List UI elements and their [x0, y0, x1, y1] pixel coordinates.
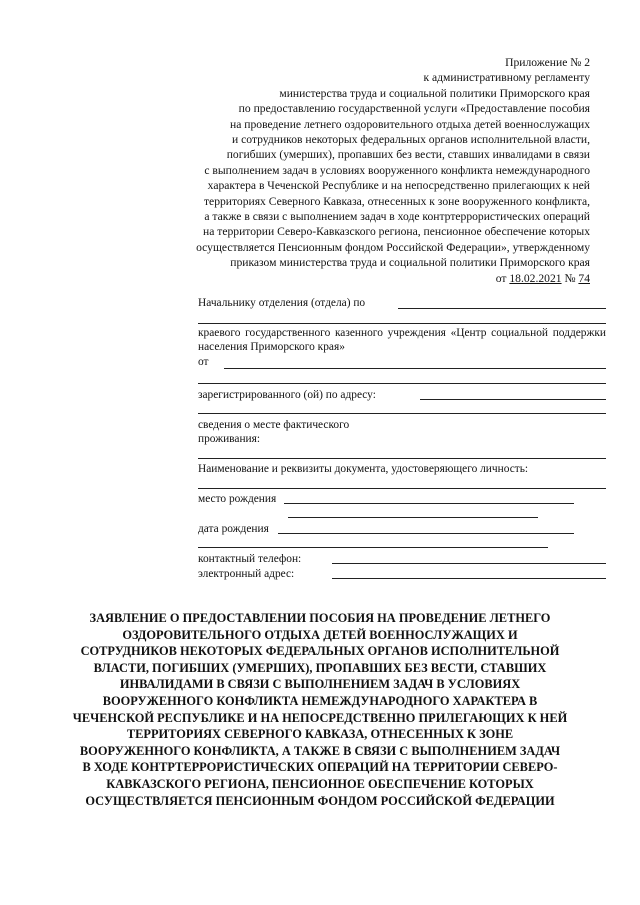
- title-line: ИНВАЛИДАМИ В СВЯЗИ С ВЫПОЛНЕНИЕМ ЗАДАЧ В УСЛОВИЯХ: [119, 677, 521, 692]
- birthplace-field-2[interactable]: [288, 517, 538, 518]
- from-field-2[interactable]: [198, 383, 606, 384]
- title-line: ВООРУЖЕННОГО КОНФЛИКТА, А ТАКЖЕ В СВЯЗИ С ВЫПОЛНЕНИЕМ ЗАДАЧ: [79, 743, 561, 758]
- appendix-line: с выполнением задач в условиях вооруженного конфликта немеждународного: [204, 163, 590, 177]
- appendix-line: характера в Чеченской Республике и на непосредственно прилегающих к ней: [207, 179, 590, 193]
- birthdate-field-2[interactable]: [198, 547, 548, 548]
- id-document-label: Наименование и реквизиты документа, удостоверяющего личность:: [198, 463, 529, 475]
- appendix-number: 74: [578, 271, 590, 285]
- title-line: В ХОДЕ КОНТРТЕРРОРИСТИЧЕСКИХ ОПЕРАЦИЙ НА ТЕРРИТОРИИ СЕВЕРО-: [82, 760, 558, 775]
- email-label: электронный адрес:: [198, 568, 295, 580]
- title-line: ЧЕЧЕНСКОЙ РЕСПУБЛИКЕ И НА НЕПОСРЕДСТВЕННО ПРИЛЕГАЮЩИХ К НЕЙ: [72, 710, 568, 725]
- birthdate-label: дата рождения: [198, 523, 269, 535]
- appendix-line: по предоставлению государственной услуги «Предоставление пособия: [238, 102, 590, 116]
- application-title: [70, 610, 570, 809]
- registered-address-field[interactable]: [420, 399, 606, 400]
- appendix-line: на проведение летнего оздоровительного отдыха детей военнослужащих: [230, 117, 590, 131]
- institution-text: краевого государственного казенного учреждения «Центр социальной поддержки населения Приморского края»: [198, 327, 606, 353]
- appendix-line: к административному регламенту: [423, 71, 590, 85]
- from-field[interactable]: [224, 368, 606, 369]
- appendix-line: приказом министерства труда и социальной политики Приморского края: [230, 256, 590, 270]
- from-label: от: [198, 356, 209, 368]
- appendix-line: Приложение № 2: [505, 56, 590, 69]
- title-line: ЗАЯВЛЕНИЕ О ПРЕДОСТАВЛЕНИИ ПОСОБИЯ НА ПРОВЕДЕНИЕ ЛЕТНЕГО: [89, 611, 551, 625]
- appendix-line: министерства труда и социальной политики Приморского края: [279, 86, 590, 100]
- appendix-date: 18.02.2021: [509, 271, 562, 285]
- head-department-field[interactable]: [398, 308, 606, 309]
- actual-residence-label: сведения о месте фактического: [198, 419, 350, 431]
- birthplace-field[interactable]: [284, 503, 574, 504]
- birthplace-label: место рождения: [198, 493, 277, 505]
- phone-field[interactable]: [332, 563, 606, 564]
- appendix-line: а также в связи с выполнением задач в ходе контртеррористических операций: [204, 210, 590, 224]
- head-department-field-2[interactable]: [198, 323, 606, 324]
- appendix-line: территориях Северного Кавказа, отнесенных к зоне вооруженного конфликта,: [203, 194, 590, 208]
- title-line: ОЗДОРОВИТЕЛЬНОГО ОТДЫХА ДЕТЕЙ ВОЕННОСЛУЖАЩИХ И: [122, 627, 518, 642]
- appendix-date-line: [120, 271, 590, 286]
- head-label: Начальнику отделения (отдела) по: [198, 297, 366, 309]
- appendix-line: осуществляется Пенсионным фондом Российской Федерации», утвержденному: [196, 240, 590, 254]
- title-line: ОСУЩЕСТВЛЯЕТСЯ ПЕНСИОННЫМ ФОНДОМ РОССИЙСКОЙ ФЕДЕРАЦИИ: [85, 793, 555, 808]
- birthdate-field[interactable]: [278, 533, 574, 534]
- title-line: СОТРУДНИКОВ НЕКОТОРЫХ ФЕДЕРАЛЬНЫХ ОРГАНОВ ИСПОЛНИТЕЛЬНОЙ: [80, 644, 560, 659]
- actual-residence-label-2: проживания:: [198, 433, 261, 445]
- appendix-line: на территории Северо-Кавказского региона, пенсионное обеспечение которых: [203, 225, 590, 239]
- id-document-field[interactable]: [198, 488, 606, 489]
- number-prefix: №: [561, 271, 579, 285]
- registered-label: зарегистрированного (ой) по адресу:: [198, 389, 376, 401]
- appendix-line: погибших (умерших), пропавших без вести, ставших инвалидами в связи: [226, 148, 590, 162]
- title-line: ВООРУЖЕННОГО КОНФЛИКТА НЕМЕЖДУНАРОДНОГО ХАРАКТЕРА В: [102, 693, 538, 708]
- title-line: ТЕРРИТОРИЯХ СЕВЕРНОГО КАВКАЗА, ОТНЕСЕННЫХ К ЗОНЕ: [126, 727, 514, 742]
- appendix-header: [120, 55, 590, 286]
- phone-label: контактный телефон:: [198, 553, 302, 565]
- registered-address-field-2[interactable]: [198, 413, 606, 414]
- title-line: ВЛАСТИ, ПОГИБШИХ (УМЕРШИХ), ПРОПАВШИХ БЕЗ ВЕСТИ, СТАВШИХ: [93, 660, 547, 675]
- email-field[interactable]: [332, 578, 606, 579]
- appendix-line: и сотрудников некоторых федеральных органов исполнительной власти,: [232, 133, 590, 147]
- date-prefix: от: [495, 271, 510, 285]
- actual-residence-field[interactable]: [198, 458, 606, 459]
- title-line: КАВКАЗСКОГО РЕГИОНА, ПЕНСИОННОЕ ОБЕСПЕЧЕНИЕ КОТОРЫХ: [106, 776, 534, 791]
